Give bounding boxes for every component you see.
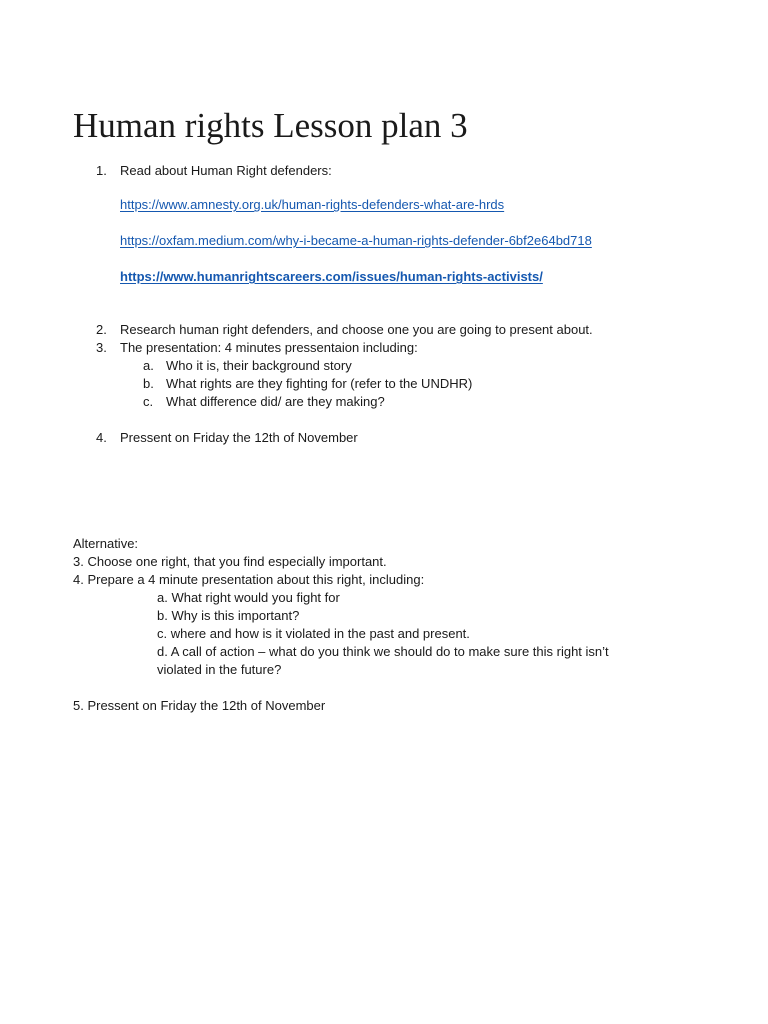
sub-item-a: Who it is, their background story <box>166 358 352 373</box>
alternative-sub-d-continued: violated in the future? <box>157 662 282 677</box>
list-number-2: 2. <box>96 322 107 337</box>
alternative-sub-b: b. Why is this important? <box>157 608 300 623</box>
step-4-text: Pressent on Friday the 12th of November <box>120 430 358 445</box>
sub-letter-a: a. <box>143 358 154 373</box>
oxfam-link[interactable]: https://oxfam.medium.com/why-i-became-a-human-rights-defender-6bf2e64bd718 <box>120 233 592 248</box>
step-2-text: Research human right defenders, and choose one you are going to present about. <box>120 322 593 337</box>
alternative-line-4: 4. Prepare a 4 minute presentation about this right, including: <box>73 572 425 587</box>
step-1-text: Read about Human Right defenders: <box>120 163 332 178</box>
page-title: Human rights Lesson plan 3 <box>73 106 468 145</box>
humanrightscareers-link[interactable]: https://www.humanrightscareers.com/issues/human-rights-activists/ <box>120 269 543 284</box>
list-number-4: 4. <box>96 430 107 445</box>
alternative-sub-a: a. What right would you fight for <box>157 590 340 605</box>
amnesty-link[interactable]: https://www.amnesty.org.uk/human-rights-defenders-what-are-hrds <box>120 197 505 212</box>
sub-letter-c: c. <box>143 394 154 409</box>
alternative-line-3: 3. Choose one right, that you find especially important. <box>73 554 387 569</box>
alternative-line-5: 5. Pressent on Friday the 12th of November <box>73 698 326 713</box>
step-3-text: The presentation: 4 minutes pressentaion including: <box>120 340 418 355</box>
alternative-sub-d: d. A call of action – what do you think we should do to make sure this right isn’t <box>157 644 609 659</box>
sub-item-c: What difference did/ are they making? <box>166 394 385 409</box>
alternative-heading: Alternative: <box>73 536 139 551</box>
sub-letter-b: b. <box>143 376 154 391</box>
sub-item-b: What rights are they fighting for (refer to the UNDHR) <box>166 376 473 391</box>
list-number-3: 3. <box>96 340 107 355</box>
alternative-sub-c: c. where and how is it violated in the past and present. <box>157 626 470 641</box>
list-number-1: 1. <box>96 163 107 178</box>
